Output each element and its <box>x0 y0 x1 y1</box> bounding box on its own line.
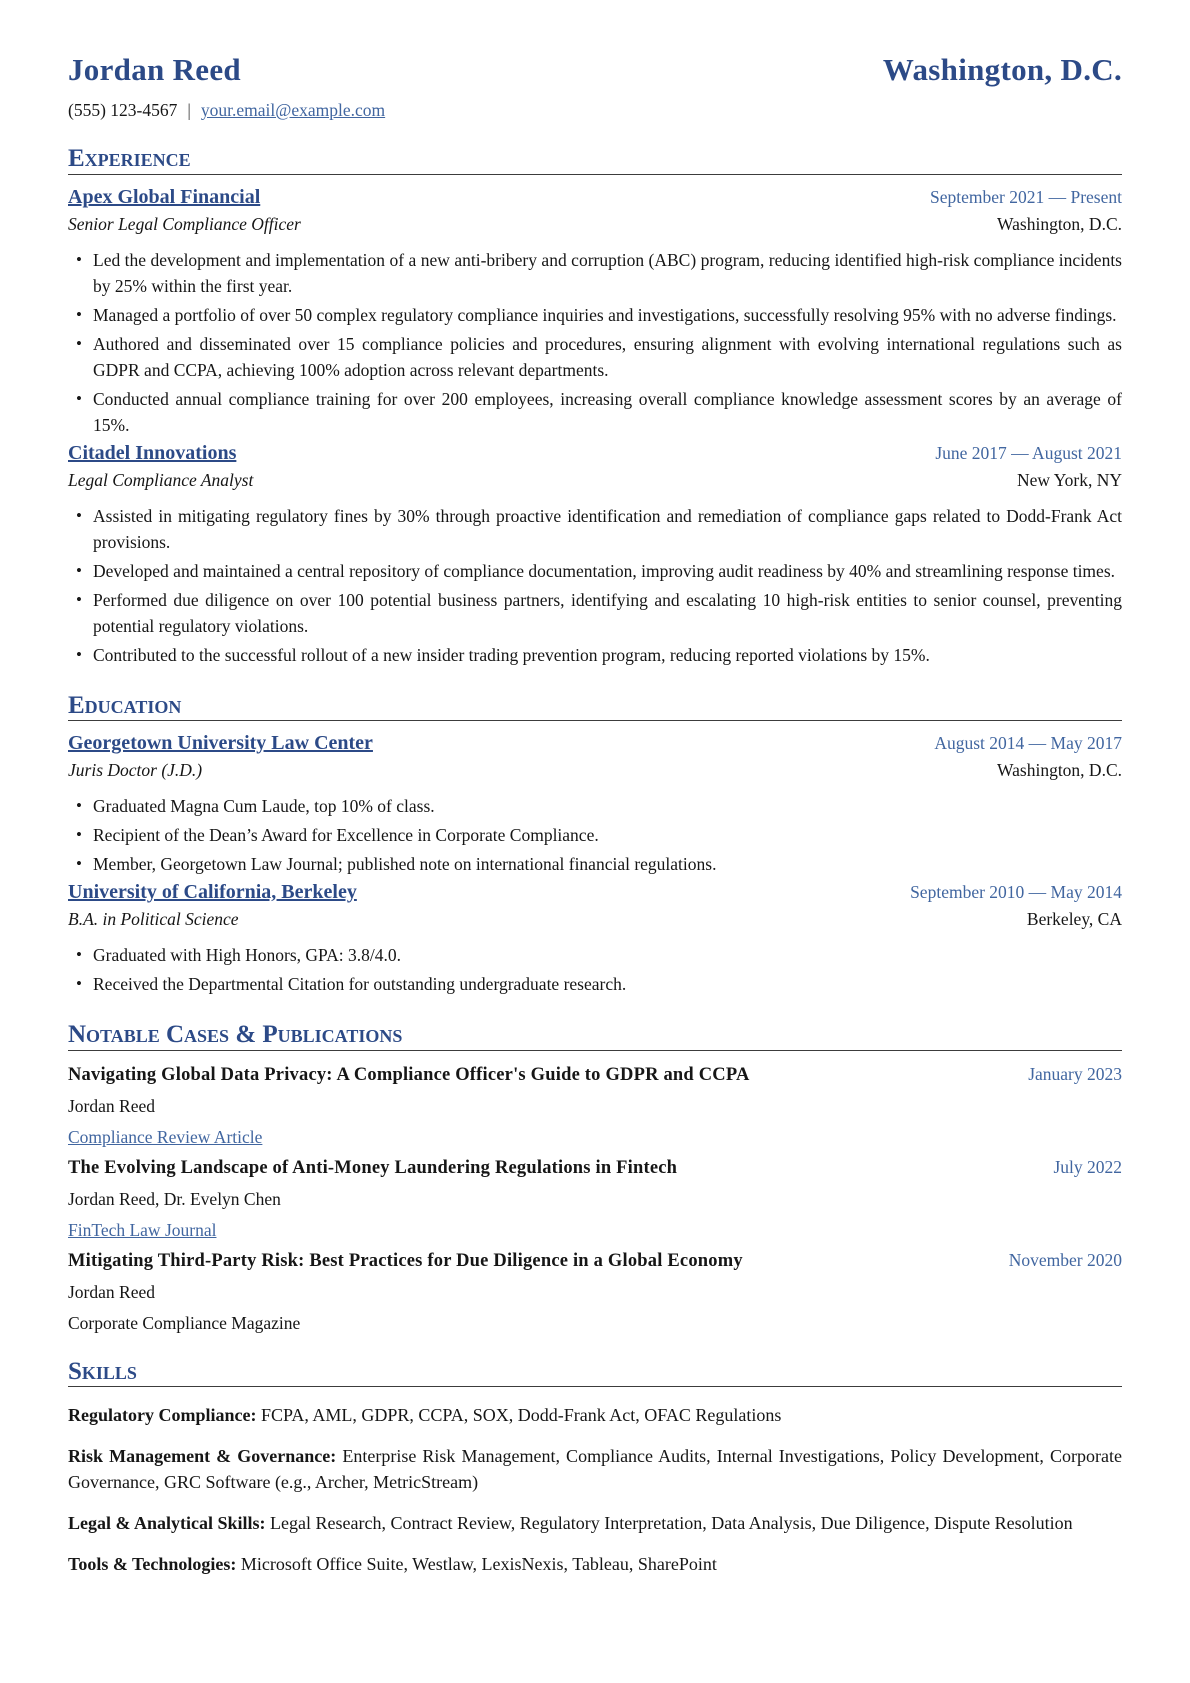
publication-title: The Evolving Landscape of Anti-Money Laundering Regulations in Fintech <box>68 1157 678 1178</box>
education-bullet: • Graduated Magna Cum Laude, top 10% of class. <box>93 793 1122 819</box>
phone-number: (555) 123-4567 <box>68 100 178 120</box>
publication-venue: Corporate Compliance Magazine <box>68 1312 301 1333</box>
skill-category-label: Tools & Technologies: <box>68 1554 237 1574</box>
publication-authors: Jordan Reed <box>68 1281 155 1302</box>
job-bullet: • Developed and maintained a central repository of compliance documentation, improving audit readiness by 40% and streamlining response times. <box>93 558 1122 584</box>
job-dates: June 2017 — August 2021 <box>935 442 1122 463</box>
job-bullet: • Contributed to the successful rollout of a new insider trading prevention program, reducing reported violations by 15%. <box>93 642 1122 668</box>
skill-category <box>68 1443 1122 1495</box>
school-link[interactable]: University of California, Berkeley <box>68 881 357 903</box>
education-bullet: • Received the Departmental Citation for outstanding undergraduate research. <box>93 971 1122 997</box>
skill-category-items: Legal Research, Contract Review, Regulatory Interpretation, Data Analysis, Due Diligence, Dispute Resolution <box>270 1513 1073 1533</box>
publication-date: July 2022 <box>1053 1156 1122 1177</box>
job-role: Senior Legal Compliance Officer <box>68 213 301 234</box>
publication-authors: Jordan Reed <box>68 1095 155 1116</box>
education-entry <box>68 732 1122 877</box>
publication-title: Mitigating Third-Party Risk: Best Practices for Due Diligence in a Global Economy <box>68 1250 743 1271</box>
publication-venue-link[interactable]: Compliance Review Article <box>68 1126 263 1147</box>
company-link[interactable]: Apex Global Financial <box>68 185 261 208</box>
job-bullet: • Conducted annual compliance training for over 200 employees, increasing overall compliance knowledge assessment scores by an average of 15%. <box>93 386 1122 438</box>
skill-category-items: Enterprise Risk Management, Compliance Audits, Internal Investigations, Policy Development, Corporate Governance, GRC Software (e.g., Archer, MetricStream) <box>68 1446 1122 1492</box>
publication-entry <box>68 1250 1122 1334</box>
job-bullet: • Authored and disseminated over 15 compliance policies and procedures, ensuring alignment with evolving international regulations such as GDPR and CCPA, achieving 100% adoption across relevant departments. <box>93 331 1122 383</box>
job-bullet-list <box>68 247 1122 438</box>
job-location: Washington, D.C. <box>997 213 1122 234</box>
contact-row <box>68 100 1122 121</box>
publication-date: November 2020 <box>1008 1249 1122 1270</box>
person-location: Washington, D.C. <box>882 52 1122 87</box>
job-bullet: • Managed a portfolio of over 50 complex regulatory compliance inquiries and investigations, successfully resolving 95% with no adverse findings. <box>93 302 1122 328</box>
email-link[interactable]: your.email@example.com <box>200 100 386 120</box>
degree: Juris Doctor (J.D.) <box>68 760 203 780</box>
skill-category-label: Regulatory Compliance: <box>68 1405 257 1425</box>
school-location: Washington, D.C. <box>997 760 1122 780</box>
skill-category-items: FCPA, AML, GDPR, CCPA, SOX, Dodd-Frank Act, OFAC Regulations <box>260 1405 782 1425</box>
job-dates: September 2021 — Present <box>930 186 1122 207</box>
education-bullet: • Member, Georgetown Law Journal; published note on international financial regulations. <box>93 851 1122 877</box>
education-bullet: • Graduated with High Honors, GPA: 3.8/4.0. <box>93 942 1122 968</box>
skill-category-items: Microsoft Office Suite, Westlaw, LexisNexis, Tableau, SharePoint <box>240 1554 717 1574</box>
skill-category <box>68 1402 1122 1428</box>
school-link[interactable]: Georgetown University Law Center <box>68 732 373 754</box>
section-title-publications: Notable Cases & Publications <box>68 1021 1122 1051</box>
job-role: Legal Compliance Analyst <box>68 469 254 490</box>
publication-date: January 2023 <box>1028 1063 1122 1084</box>
publication-entry <box>68 1064 1122 1148</box>
section-title-education: Education <box>68 692 1122 722</box>
job-bullet-list <box>68 503 1122 668</box>
degree: B.A. in Political Science <box>68 909 239 929</box>
skill-category-label: Legal & Analytical Skills: <box>68 1513 266 1533</box>
skill-category <box>68 1510 1122 1536</box>
education-bullet-list <box>68 942 1122 997</box>
school-dates: September 2010 — May 2014 <box>910 882 1122 902</box>
job-bullet: • Assisted in mitigating regulatory fines by 30% through proactive identification and remediation of compliance gaps related to Dodd-Frank Act provisions. <box>93 503 1122 555</box>
section-title-skills: Skills <box>68 1358 1122 1388</box>
skill-category-label: Risk Management & Governance: <box>68 1446 337 1466</box>
job-bullet: • Performed due diligence on over 100 potential business partners, identifying and escalating 10 high-risk entities to senior counsel, preventing potential regulatory violations. <box>93 587 1122 639</box>
education-bullet: • Recipient of the Dean’s Award for Excellence in Corporate Compliance. <box>93 822 1122 848</box>
publication-venue-link[interactable]: FinTech Law Journal <box>68 1219 217 1240</box>
school-location: Berkeley, CA <box>1026 909 1122 929</box>
publication-authors: Jordan Reed, Dr. Evelyn Chen <box>68 1188 281 1209</box>
school-dates: August 2014 — May 2017 <box>934 733 1122 753</box>
section-title-experience: Experience <box>68 145 1122 175</box>
job-bullet: • Led the development and implementation of a new anti-bribery and corruption (ABC) program, reducing identified high-risk compliance incidents by 25% within the first year. <box>93 247 1122 299</box>
header <box>68 52 1122 88</box>
company-link[interactable]: Citadel Innovations <box>68 441 237 464</box>
contact-separator: | <box>187 100 191 120</box>
publication-title: Navigating Global Data Privacy: A Compliance Officer's Guide to GDPR and CCPA <box>68 1064 750 1085</box>
education-entry <box>68 881 1122 997</box>
publication-entry <box>68 1157 1122 1241</box>
experience-entry <box>68 442 1122 668</box>
education-bullet-list <box>68 793 1122 877</box>
person-name: Jordan Reed <box>68 52 241 87</box>
job-location: New York, NY <box>1016 469 1122 490</box>
skill-category <box>68 1551 1122 1577</box>
experience-entry <box>68 186 1122 438</box>
